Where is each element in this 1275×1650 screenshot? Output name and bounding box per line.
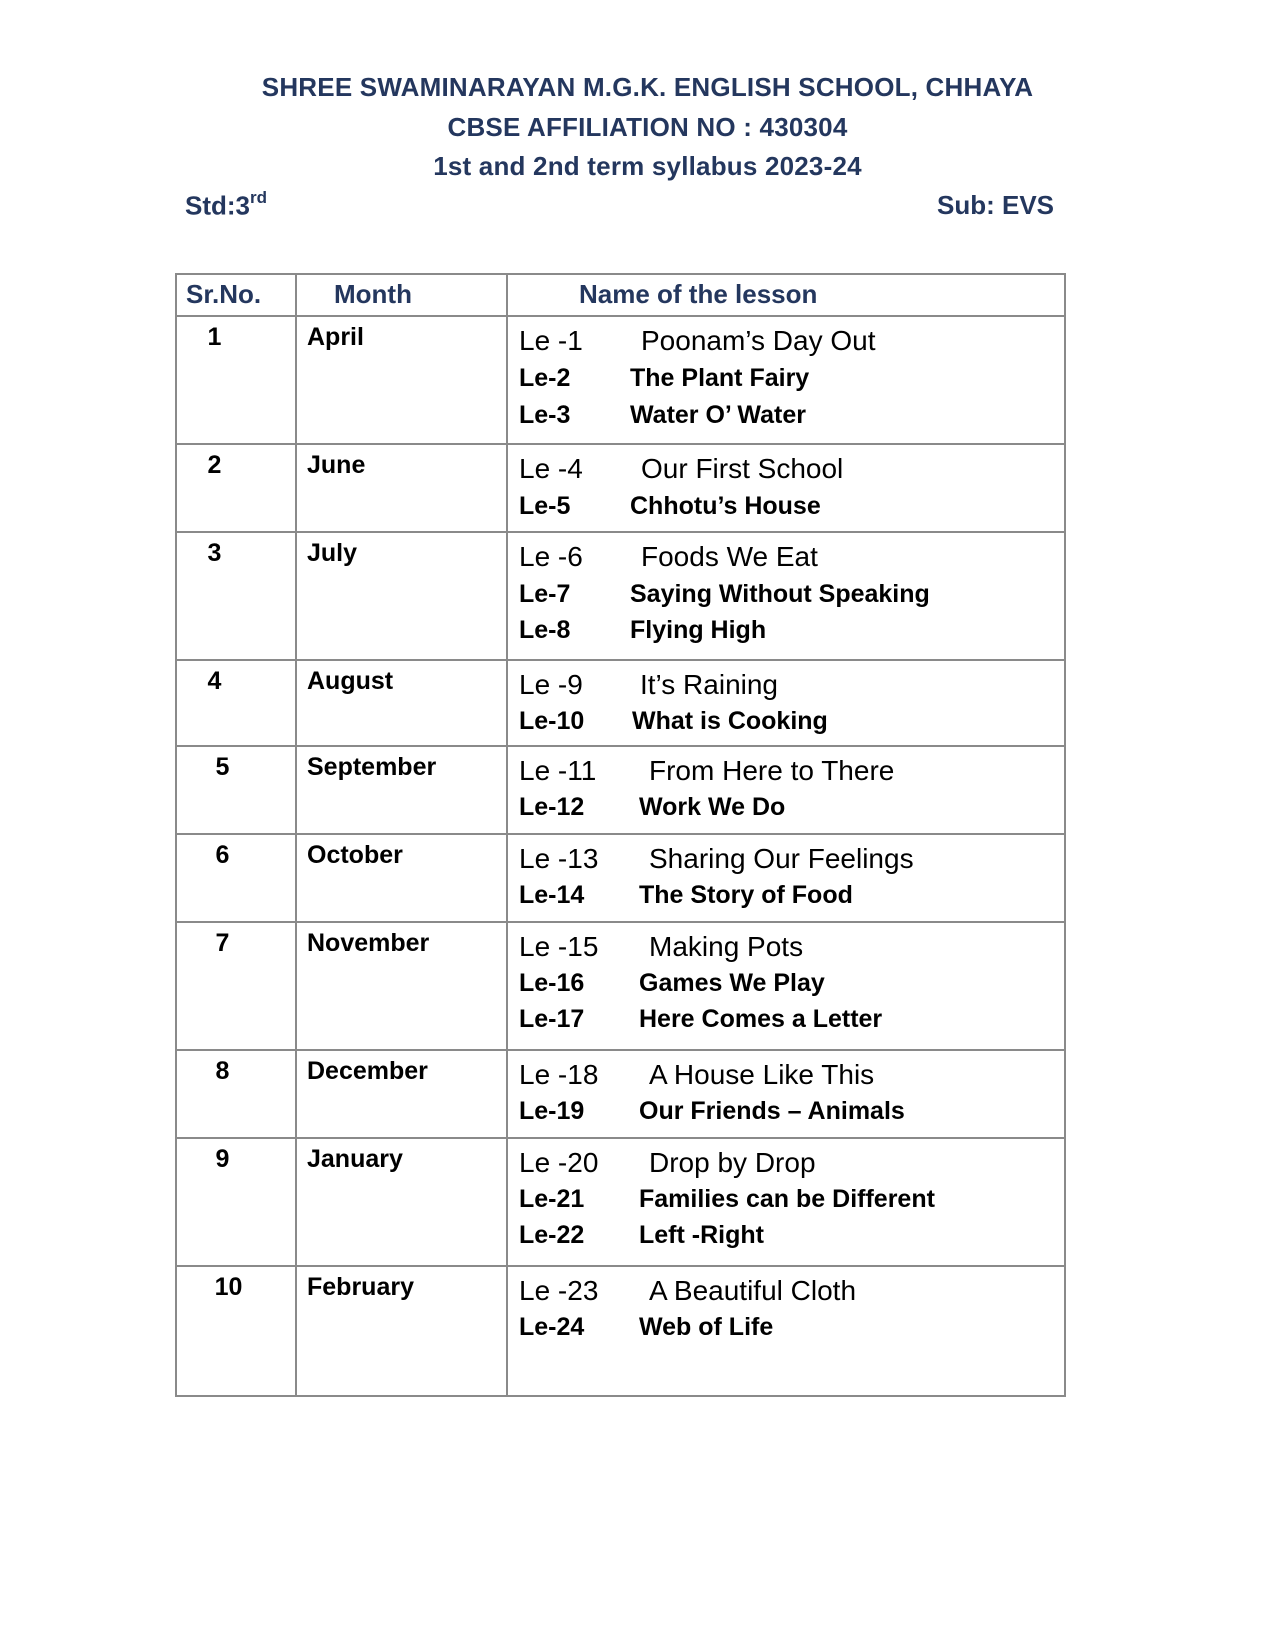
- lesson-title: What is Cooking: [632, 707, 828, 735]
- lesson-number: Le -9: [519, 669, 583, 700]
- month-value: January: [307, 1145, 403, 1173]
- month-cell: [297, 317, 508, 443]
- srno-value: 1: [207, 323, 222, 351]
- header-month-label: Month: [334, 279, 412, 309]
- table-row: [175, 317, 1066, 445]
- month-cell: [297, 1267, 508, 1395]
- syllabus-title: 1st and 2nd term syllabus 2023-24: [433, 151, 862, 181]
- month-cell: [297, 533, 508, 659]
- lesson-number: Le-5: [519, 492, 571, 520]
- standard-suffix: rd: [250, 188, 267, 207]
- month-value: August: [307, 667, 394, 695]
- lesson-cell: [508, 1139, 1064, 1265]
- lesson-title: It’s Raining: [640, 669, 779, 700]
- table-row: [175, 835, 1066, 923]
- srno-cell: [177, 923, 297, 1049]
- lesson-title: Foods We Eat: [641, 541, 818, 572]
- month-value: April: [307, 323, 364, 351]
- lesson-cell: [508, 923, 1064, 1049]
- lesson-cell: [508, 445, 1064, 531]
- lesson-number: Le -6: [519, 541, 583, 572]
- lesson-number: Le -1: [519, 325, 583, 356]
- srno-cell: [177, 533, 297, 659]
- lesson-number: Le -23: [519, 1275, 599, 1306]
- lesson-title: Our First School: [641, 453, 844, 484]
- month-cell: [297, 747, 508, 833]
- lesson-title: The Story of Food: [639, 881, 853, 909]
- table-row: [175, 923, 1066, 1051]
- lesson-cell: [508, 747, 1064, 833]
- srno-value: 7: [215, 929, 230, 957]
- lesson-title: Chhotu’s House: [630, 492, 821, 520]
- table-header-row: [175, 273, 1066, 317]
- lesson-number: Le-19: [519, 1097, 585, 1125]
- lesson-number: Le -15: [519, 931, 599, 962]
- lesson-title: Work We Do: [639, 793, 786, 821]
- school-name: SHREE SWAMINARAYAN M.G.K. ENGLISH SCHOOL, CHHAYA: [261, 72, 1034, 102]
- lesson-number: Le -20: [519, 1147, 599, 1178]
- lesson-title: Saying Without Speaking: [630, 580, 930, 608]
- srno-value: 2: [207, 451, 222, 479]
- srno-cell: [177, 835, 297, 921]
- lesson-cell: [508, 533, 1064, 659]
- month-cell: [297, 1051, 508, 1137]
- month-value: July: [307, 539, 358, 567]
- lesson-title: A House Like This: [649, 1059, 875, 1090]
- srno-value: 9: [215, 1145, 230, 1173]
- lesson-cell: [508, 317, 1064, 443]
- srno-cell: [177, 445, 297, 531]
- month-value: November: [307, 929, 430, 957]
- month-value: October: [307, 841, 403, 869]
- lesson-number: Le-8: [519, 616, 571, 644]
- lesson-title: Poonam’s Day Out: [641, 325, 876, 356]
- lesson-number: Le -13: [519, 843, 599, 874]
- lesson-title: Water O’ Water: [630, 401, 806, 429]
- lesson-cell: [508, 835, 1064, 921]
- lesson-number: Le-22: [519, 1221, 585, 1249]
- lesson-title: Drop by Drop: [649, 1147, 816, 1178]
- month-cell: [297, 1139, 508, 1265]
- lesson-title: The Plant Fairy: [630, 364, 810, 392]
- lesson-number: Le-7: [519, 580, 571, 608]
- table-row: [175, 1139, 1066, 1267]
- syllabus-table: [175, 273, 1066, 1397]
- srno-cell: [177, 317, 297, 443]
- table-row: [175, 1051, 1066, 1139]
- lesson-title: Flying High: [630, 616, 767, 644]
- standard-text: Std:3: [185, 190, 250, 221]
- lesson-number: Le -11: [519, 755, 597, 786]
- lesson-number: Le-2: [519, 364, 571, 392]
- table-row: [175, 661, 1066, 747]
- lesson-number: Le-21: [519, 1185, 585, 1213]
- month-value: February: [307, 1273, 414, 1301]
- month-value: December: [307, 1057, 428, 1085]
- srno-value: 4: [207, 667, 222, 695]
- standard-label: [185, 190, 267, 222]
- month-cell: [297, 923, 508, 1049]
- lesson-title: Making Pots: [649, 931, 804, 962]
- srno-value: 10: [214, 1273, 243, 1301]
- srno-value: 5: [215, 753, 230, 781]
- srno-cell: [177, 661, 297, 745]
- month-value: September: [307, 753, 437, 781]
- srno-value: 3: [207, 539, 222, 567]
- month-value: June: [307, 451, 366, 479]
- header-cell-srno: [177, 275, 297, 315]
- srno-value: 6: [215, 841, 230, 869]
- header-lesson-label: Name of the lesson: [579, 279, 818, 309]
- srno-cell: [177, 1051, 297, 1137]
- lesson-title: Web of Life: [639, 1313, 774, 1341]
- srno-cell: [177, 1267, 297, 1395]
- lesson-number: Le-24: [519, 1313, 585, 1341]
- lesson-title: Families can be Different: [639, 1185, 935, 1213]
- lesson-title: Games We Play: [639, 969, 825, 997]
- header-cell-lesson: [508, 275, 1064, 315]
- lesson-title: Sharing Our Feelings: [649, 843, 914, 874]
- table-row: [175, 445, 1066, 533]
- lesson-title: Left -Right: [639, 1221, 764, 1249]
- lesson-number: Le-16: [519, 969, 585, 997]
- table-body: [175, 317, 1066, 1397]
- subject-label: Sub: EVS: [936, 190, 1054, 220]
- lesson-number: Le -18: [519, 1059, 599, 1090]
- lesson-number: Le-17: [519, 1005, 585, 1033]
- lesson-number: Le -4: [519, 453, 583, 484]
- table-row: [175, 747, 1066, 835]
- affiliation-number: CBSE AFFILIATION NO : 430304: [447, 112, 848, 142]
- lesson-cell: [508, 661, 1064, 745]
- month-cell: [297, 445, 508, 531]
- lesson-cell: [508, 1267, 1064, 1395]
- table-row: [175, 1267, 1066, 1397]
- lesson-number: Le-12: [519, 793, 585, 821]
- lesson-number: Le-10: [519, 707, 585, 735]
- srno-value: 8: [215, 1057, 230, 1085]
- table-row: [175, 533, 1066, 661]
- srno-cell: [177, 747, 297, 833]
- lesson-number: Le-14: [519, 881, 585, 909]
- month-cell: [297, 661, 508, 745]
- lesson-cell: [508, 1051, 1064, 1137]
- srno-cell: [177, 1139, 297, 1265]
- lesson-title: A Beautiful Cloth: [649, 1275, 857, 1306]
- lesson-title: From Here to There: [649, 755, 895, 786]
- header-srno-label: Sr.No.: [186, 279, 262, 309]
- lesson-title: Our Friends – Animals: [639, 1097, 905, 1125]
- header-cell-month: [297, 275, 508, 315]
- lesson-number: Le-3: [519, 401, 571, 429]
- month-cell: [297, 835, 508, 921]
- lesson-title: Here Comes a Letter: [639, 1005, 883, 1033]
